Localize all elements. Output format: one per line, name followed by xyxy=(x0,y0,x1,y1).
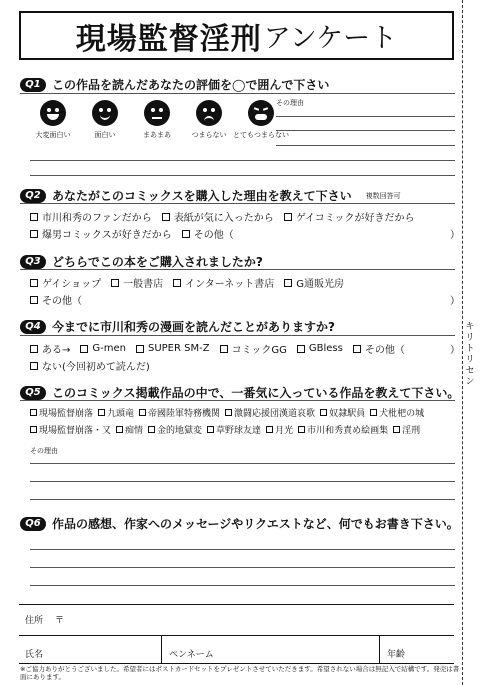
very-sad-face-icon xyxy=(248,100,274,126)
q4-option[interactable]: コミックGG xyxy=(220,341,287,356)
checkbox xyxy=(370,409,377,416)
checkbox xyxy=(173,279,181,287)
q5-option[interactable]: 淫刑 xyxy=(393,423,420,436)
rating-faces xyxy=(27,100,287,140)
q1-badge: Q1 xyxy=(20,78,46,92)
q5-option[interactable]: 市川和秀責め絵画集 xyxy=(298,423,388,436)
checkbox xyxy=(220,345,228,353)
checkbox xyxy=(80,345,88,353)
checkbox xyxy=(393,426,400,433)
q4-options-row2 xyxy=(30,358,160,373)
face-label: とてもつまらない xyxy=(233,131,289,139)
q2-underline xyxy=(20,203,455,204)
checkbox xyxy=(320,409,327,416)
q5-option[interactable]: 痴情 xyxy=(116,423,143,436)
checkbox xyxy=(30,426,37,433)
address-field[interactable] xyxy=(69,607,449,633)
contact-form xyxy=(19,604,454,664)
happy-face-icon xyxy=(92,100,118,126)
rating-option-2[interactable] xyxy=(79,100,131,140)
q1-reason-line-4[interactable] xyxy=(30,160,455,161)
footer-note: ※ご協力ありがとうございました。希望者にはポストカードセットをプレゼントさせていただきます。希望されない場合は無記入で結構です。発売は書面にあります。 xyxy=(20,665,460,681)
checkbox xyxy=(182,230,190,238)
q5-options-row1 xyxy=(30,406,429,419)
q4-option-no[interactable]: ない(今回初めて読んだ) xyxy=(30,358,150,373)
checkbox xyxy=(353,345,361,353)
q4-option[interactable]: SUPER SM-Z xyxy=(136,343,210,354)
checkbox xyxy=(266,426,273,433)
face-label: まあまあ xyxy=(143,131,171,139)
checkbox xyxy=(116,426,123,433)
form-divider xyxy=(19,635,454,636)
q2-option[interactable]: 市川和秀のファンだから xyxy=(30,209,152,224)
neutral-face-icon xyxy=(144,100,170,126)
checkbox xyxy=(111,279,119,287)
cut-label: キリトリセン xyxy=(463,322,477,388)
checkbox xyxy=(98,409,105,416)
q2-option[interactable]: ゲイコミックが好きだから xyxy=(284,209,415,224)
penname-divider xyxy=(379,635,380,663)
q4-close-paren: ） xyxy=(450,345,460,356)
q2-text: あなたがこのコミックスを購入した理由を教えて下さい xyxy=(52,189,352,203)
age-label: 年齢 xyxy=(387,650,406,660)
q4-options-row1 xyxy=(30,341,415,356)
q3-heading xyxy=(20,253,263,270)
q6-text: 作品の感想、作家へのメッセージやリクエストなど、何でもお書き下さい。 xyxy=(52,517,459,531)
q3-option-other[interactable]: その他（ xyxy=(30,292,82,307)
title-sub: アンケート xyxy=(263,23,398,54)
q1-reason-line-5[interactable] xyxy=(30,175,455,176)
name-label: 氏名 xyxy=(25,650,44,660)
q5-reason-label: その理由 xyxy=(30,447,58,455)
q5-option[interactable]: 犬枇杷の城 xyxy=(370,406,424,419)
face-label: つまらない xyxy=(191,131,227,139)
checkbox xyxy=(30,279,38,287)
q3-text: どちらでこの本をご購入されましたか? xyxy=(52,255,263,269)
q5-option[interactable]: 金的地獄変 xyxy=(148,423,202,436)
q5-reason-line-1[interactable] xyxy=(30,463,455,464)
checkbox xyxy=(136,345,144,353)
checkbox xyxy=(139,409,146,416)
q6-heading xyxy=(20,515,459,532)
q6-line-1[interactable] xyxy=(30,549,455,550)
q2-options-row2 xyxy=(30,226,244,241)
title-main: 現場監督淫刑 xyxy=(75,21,262,57)
checkbox xyxy=(284,279,292,287)
q4-option[interactable]: G-men xyxy=(80,343,126,354)
checkbox xyxy=(297,345,305,353)
q4-underline xyxy=(20,335,455,336)
penname-label: ペンネーム xyxy=(169,650,214,660)
q1-underline xyxy=(20,93,455,94)
q3-badge: Q3 xyxy=(20,255,46,269)
checkbox xyxy=(162,213,170,221)
q2-option[interactable]: 表紙が気に入ったから xyxy=(162,209,274,224)
q4-badge: Q4 xyxy=(20,320,46,334)
checkbox xyxy=(30,213,38,221)
postal-mark: 〒 xyxy=(55,616,65,626)
q2-close-paren: ） xyxy=(450,230,460,241)
face-label: 面白い xyxy=(94,131,116,139)
title-box xyxy=(19,11,454,60)
q6-line-2[interactable] xyxy=(30,567,455,568)
q1-heading xyxy=(20,76,329,93)
q3-option[interactable]: 一般書店 xyxy=(111,275,163,290)
q5-badge: Q5 xyxy=(20,386,46,400)
checkbox xyxy=(225,409,232,416)
q1-reason-line-2[interactable] xyxy=(276,130,455,131)
q6-line-3[interactable] xyxy=(30,585,455,586)
name-divider xyxy=(161,635,162,663)
q1-reason-line-1[interactable] xyxy=(276,116,455,117)
checkbox xyxy=(30,362,38,370)
q4-heading xyxy=(20,318,335,335)
q3-option[interactable]: ゲイショップ xyxy=(30,275,101,290)
q5-option[interactable]: 草野球友達 xyxy=(207,423,261,436)
checkbox xyxy=(207,426,214,433)
q4-option-other[interactable]: その他（ xyxy=(353,341,405,356)
q5-option[interactable]: 奴隷駅員 xyxy=(320,406,365,419)
checkbox xyxy=(30,409,37,416)
checkbox xyxy=(298,426,305,433)
q2-note: 複数回答可 xyxy=(365,191,401,200)
very-happy-face-icon xyxy=(40,100,66,126)
q3-close-paren: ） xyxy=(450,296,460,307)
q5-option[interactable]: 月光 xyxy=(266,423,293,436)
q2-option-other[interactable]: その他（ xyxy=(182,226,234,241)
q2-options-row1 xyxy=(30,209,425,224)
face-label: 大変面白い xyxy=(35,131,71,139)
q5-text: このコミックス掲載作品の中で、一番気に入っている作品を教えて下さい。 xyxy=(52,386,460,400)
q5-option[interactable]: 現場監督崩落・又 xyxy=(30,423,111,436)
q5-heading xyxy=(20,384,459,401)
q5-option[interactable]: 九頭竜 xyxy=(98,406,134,419)
q5-underline xyxy=(20,400,455,401)
checkbox xyxy=(148,426,155,433)
q5-options-row2 xyxy=(30,423,425,436)
q3-option[interactable]: G通販光房 xyxy=(284,275,344,290)
rating-option-3[interactable] xyxy=(131,100,183,140)
sad-face-icon xyxy=(196,100,222,126)
q1-reason-label: その理由 xyxy=(276,99,304,107)
q4-option[interactable]: GBless xyxy=(297,343,343,354)
q3-option[interactable]: インターネット書店 xyxy=(173,275,274,290)
q2-option[interactable]: 爆男コミックスが好きだから xyxy=(30,226,172,241)
q5-option[interactable]: 激闘応援団漢道哀歌 xyxy=(225,406,315,419)
q6-badge: Q6 xyxy=(20,517,46,531)
checkbox xyxy=(284,213,292,221)
checkbox xyxy=(30,345,38,353)
q2-heading xyxy=(20,187,401,204)
q4-text: 今までに市川和秀の漫画を読んだことがありますか? xyxy=(52,320,335,334)
q3-underline xyxy=(20,269,455,270)
q5-reason-line-3[interactable] xyxy=(30,499,455,500)
q2-badge: Q2 xyxy=(20,189,46,203)
q4-option-yes[interactable]: ある→ xyxy=(30,341,70,356)
rating-option-1[interactable] xyxy=(27,100,79,140)
checkbox xyxy=(30,230,38,238)
address-label: 住所 xyxy=(25,616,44,626)
q1-text: この作品を読んだあなたの評価を◯で囲んで下さい xyxy=(52,78,330,92)
q5-reason-line-2[interactable] xyxy=(30,481,455,482)
q3-options-row1 xyxy=(30,275,354,290)
q5-option[interactable]: 帝國陸軍特務機関 xyxy=(139,406,220,419)
q5-option[interactable]: 現場監督崩落 xyxy=(30,406,93,419)
checkbox xyxy=(30,296,38,304)
q3-options-row2 xyxy=(30,292,92,307)
rating-option-4[interactable] xyxy=(183,100,235,140)
q1-reason-line-3[interactable] xyxy=(276,145,455,146)
